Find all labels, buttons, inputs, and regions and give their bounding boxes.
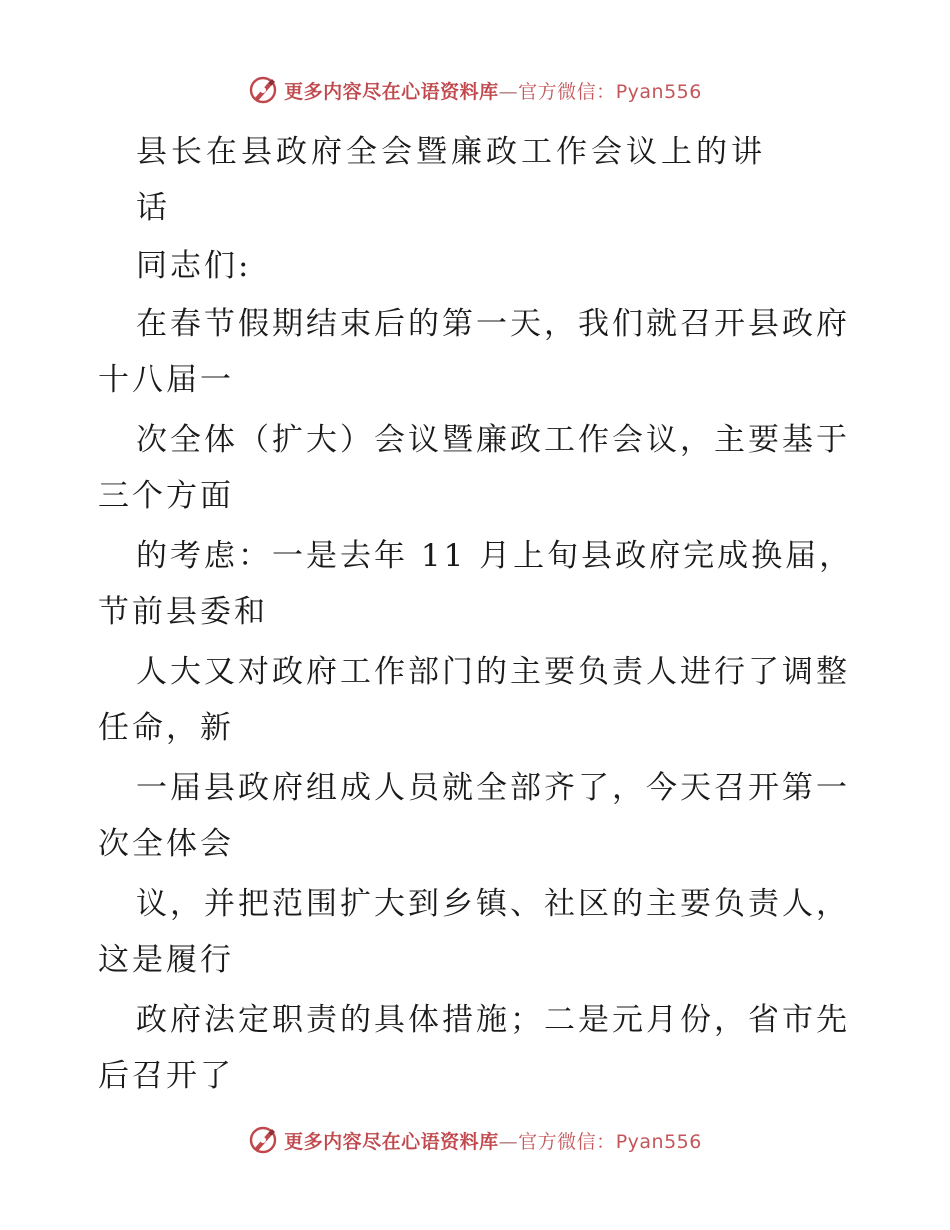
- title-line-1: 县长在县政府全会暨廉政工作会议上的讲: [136, 134, 766, 170]
- body-line: 议，并把范围扩大到乡镇、社区的主要负责人，: [136, 886, 850, 922]
- body-line: 任命，新: [98, 710, 234, 746]
- footer-banner-text: [284, 1127, 702, 1154]
- header-wechat-label: 官方微信：: [518, 80, 616, 103]
- header-wechat-id: Pyan556: [615, 80, 702, 103]
- document-title: [136, 124, 836, 236]
- header-dash: —: [498, 80, 519, 103]
- body-line: 这是履行: [98, 942, 234, 978]
- pen-logo-icon: [248, 75, 278, 105]
- footer-wechat-label: 官方微信：: [518, 1130, 616, 1153]
- title-line-2: 话: [136, 190, 171, 226]
- footer-dash: —: [498, 1130, 519, 1153]
- body-line: 在春节假期结束后的第一天，我们就召开县政府: [136, 306, 850, 342]
- body-line: 节前县委和: [98, 594, 268, 630]
- header-banner: [0, 70, 950, 110]
- body-line: 后召开了: [98, 1058, 234, 1094]
- footer-banner: [0, 1120, 950, 1160]
- body-line: 十八届一: [98, 362, 234, 398]
- body-line: 一届县政府组成人员就全部齐了，今天召开第一: [136, 770, 850, 806]
- pen-logo-icon: [248, 1125, 278, 1155]
- header-banner-text: [284, 77, 702, 104]
- body-line: 政府法定职责的具体措施；二是元月份，省市先: [136, 1002, 850, 1038]
- footer-brand-text: 更多内容尽在心语资料库: [284, 1130, 499, 1153]
- body-line: 次全体（扩大）会议暨廉政工作会议，主要基于: [136, 422, 850, 458]
- body-line: 的考虑：一是去年 11 月上旬县政府完成换届，: [136, 538, 854, 574]
- body-line: 人大又对政府工作部门的主要负责人进行了调整: [136, 654, 850, 690]
- body-line: 次全体会: [98, 826, 234, 862]
- salutation: 同志们:: [136, 248, 252, 284]
- body-line: 三个方面: [98, 478, 234, 514]
- header-brand-text: 更多内容尽在心语资料库: [284, 80, 499, 103]
- footer-wechat-id: Pyan556: [615, 1130, 702, 1153]
